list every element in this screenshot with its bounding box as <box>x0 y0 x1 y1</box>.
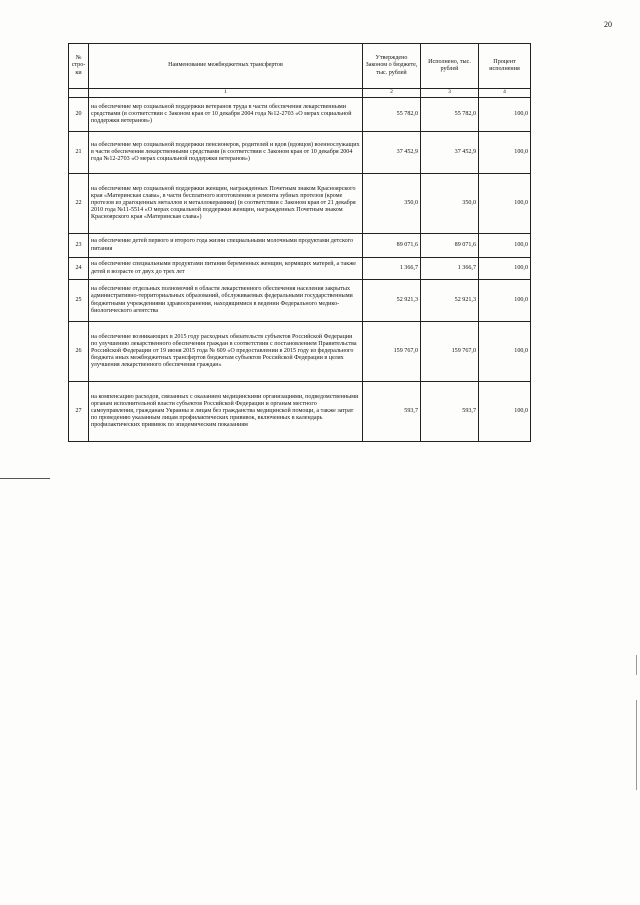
executed-amount: 89 071,6 <box>421 234 479 258</box>
row-number: 27 <box>69 382 89 442</box>
execution-percent: 100,0 <box>479 280 531 322</box>
executed-amount: 52 921,3 <box>421 280 479 322</box>
row-number: 25 <box>69 280 89 322</box>
execution-percent: 100,0 <box>479 322 531 382</box>
transfer-name: на обеспечение специальными продуктами питания беременных женщин, кормящих матерей, а также детей в возрасте от двух до трех лет <box>89 258 363 280</box>
transfer-name: на обеспечение мер социальной поддержки женщин, награжденных Почетным знаком Красноярского края «Материнская слава», в части бесплатного изготовления и ремонта зубных протезов (кроме протезов из драгоценных металлов и металлокерамики) (в соответствии с Законом края от 21 декабря 2010 года №11-5514 «О мерах социальной поддержки женщин, награжденных Почетным знаком Красноярского края «Материнская слава») <box>89 174 363 234</box>
header-approved: Утверждено Законом о бюджете, тыс. рублей <box>363 44 421 89</box>
column-index-cell: 1 <box>89 89 363 98</box>
table-row <box>69 132 531 174</box>
execution-percent: 100,0 <box>479 382 531 442</box>
column-index-row <box>69 89 531 98</box>
header-percent: Процент исполнения <box>479 44 531 89</box>
header-row <box>69 44 531 89</box>
table-row <box>69 322 531 382</box>
column-index-cell <box>69 89 89 98</box>
row-number: 22 <box>69 174 89 234</box>
executed-amount: 159 767,0 <box>421 322 479 382</box>
column-index-cell: 3 <box>421 89 479 98</box>
header-transfer-name: Наименование межбюджетных трансфертов <box>89 44 363 89</box>
executed-amount: 350,0 <box>421 174 479 234</box>
transfer-name: на обеспечение отдельных полномочий в области лекарственного обеспечения населения закрытых административно-территориальных образований, обслуживаемых федеральными государственными бюджетными учреждениями здравоохранения, находящимися в ведении Федерального медико-биологического агентства <box>89 280 363 322</box>
table-row <box>69 98 531 132</box>
transfer-name: на обеспечение детей первого и второго года жизни специальными молочными продуктами детского питания <box>89 234 363 258</box>
approved-amount: 37 452,9 <box>363 132 421 174</box>
transfer-name: на обеспечение мер социальной поддержки ветеранов труда в части обеспечения лекарственными средствами (в соответствии с Законом края от 10 декабря 2004 года №12-2703 «О мерах социальной поддержки ветеранов») <box>89 98 363 132</box>
execution-percent: 100,0 <box>479 258 531 280</box>
transfer-name: на обеспечение мер социальной поддержки пенсионеров, родителей и вдов (вдовцов) военнослужащих в части обеспечения лекарственными средствами (в соответствии с Законом края от 10 декабря 2004 года №12-2703 «О мерах социальной поддержки ветеранов») <box>89 132 363 174</box>
executed-amount: 593,7 <box>421 382 479 442</box>
separator-line <box>0 478 50 479</box>
transfer-name: на компенсацию расходов, связанных с оказанием медицинскими организациями, подведомственными органам исполнительной власти субъектов Российской Федерации и органам местного самоуправления, гражданам Украины и лицам без гражданства медицинской помощи, а также затрат по проведению указанным лицам профилактических прививок, включенных в календарь профилактических прививок по эпидемическим показаниям <box>89 382 363 442</box>
transfer-name: на обеспечение возникающих в 2015 году расходных обязательств субъектов Российской Федерации по улучшению лекарственного обеспечения граждан в соответствии с постановлением Правительства Российской Федерации от 19 июня 2015 года № 609 «О предоставлении в 2015 году из федерального бюджета иных межбюджетных трансфертов бюджетам субъектов Российской Федерации в целях улучшения лекарственного обеспечения граждан» <box>89 322 363 382</box>
execution-percent: 100,0 <box>479 98 531 132</box>
approved-amount: 159 767,0 <box>363 322 421 382</box>
execution-percent: 100,0 <box>479 234 531 258</box>
column-index-cell: 4 <box>479 89 531 98</box>
row-number: 21 <box>69 132 89 174</box>
column-index-cell: 2 <box>363 89 421 98</box>
table-row <box>69 280 531 322</box>
approved-amount: 593,7 <box>363 382 421 442</box>
scan-edge-mark <box>636 655 637 675</box>
row-number: 23 <box>69 234 89 258</box>
table-row <box>69 382 531 442</box>
page-number: 20 <box>604 20 612 29</box>
table-row <box>69 234 531 258</box>
header-executed: Исполнено, тыс. рублей <box>421 44 479 89</box>
scan-edge-mark <box>636 700 637 790</box>
executed-amount: 55 782,0 <box>421 98 479 132</box>
execution-percent: 100,0 <box>479 174 531 234</box>
approved-amount: 89 071,6 <box>363 234 421 258</box>
executed-amount: 37 452,9 <box>421 132 479 174</box>
table-row <box>69 174 531 234</box>
execution-percent: 100,0 <box>479 132 531 174</box>
approved-amount: 1 366,7 <box>363 258 421 280</box>
row-number: 26 <box>69 322 89 382</box>
executed-amount: 1 366,7 <box>421 258 479 280</box>
approved-amount: 52 921,3 <box>363 280 421 322</box>
row-number: 24 <box>69 258 89 280</box>
header-row-number: № стро- ки <box>69 44 89 89</box>
approved-amount: 350,0 <box>363 174 421 234</box>
transfers-table <box>68 43 531 442</box>
approved-amount: 55 782,0 <box>363 98 421 132</box>
table-row <box>69 258 531 280</box>
row-number: 20 <box>69 98 89 132</box>
